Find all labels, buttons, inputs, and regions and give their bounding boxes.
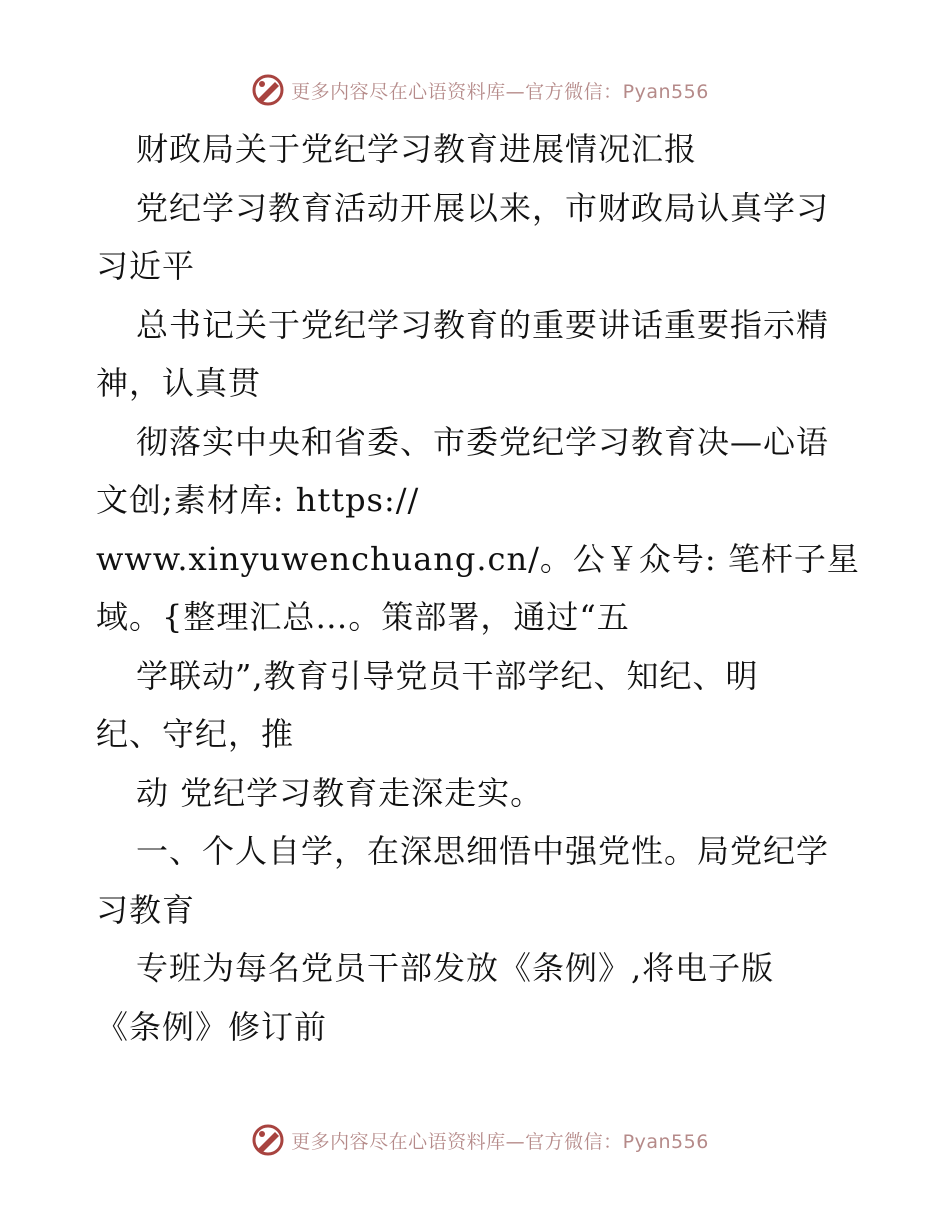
doc-line: 《条例》修订前 [96, 1007, 328, 1046]
doc-line: 神，认真贯 [96, 364, 262, 402]
doc-line: 一、个人自学，在深思细悟中强党性。局党纪学 [136, 832, 830, 870]
doc-line: 动 党纪学习教育走深走实。 [136, 773, 544, 812]
footer-banner-text: 更多内容尽在心语资料库—官方微信：Pyan556 [291, 1130, 709, 1153]
footer-banner-inner [251, 1123, 709, 1157]
doc-line: www.xinyuwenchuang.cn/。公￥众号: 笔杆子星 [96, 539, 860, 578]
doc-line: 纪、守纪，推 [96, 715, 295, 753]
doc-line: 习近平 [96, 247, 196, 285]
document-body [96, 120, 866, 1056]
doc-line: 学联动”,教育引导党员干部学纪、知纪、明 [136, 656, 759, 695]
footer-banner [0, 1120, 950, 1160]
pen-circle-logo-icon [251, 1123, 285, 1157]
header-banner-text: 更多内容尽在心语资料库—官方微信：Pyan556 [291, 80, 709, 103]
doc-line: 彻落实中央和省委、市委党纪学习教育决—心语 [136, 422, 830, 461]
doc-line: 域。{整理汇总…。策部署，通过“五 [96, 598, 630, 636]
doc-line: 专班为每名党员干部发放《条例》,将电子版 [136, 949, 775, 987]
pen-circle-logo-icon [251, 73, 285, 107]
doc-line: 习教育 [96, 890, 196, 929]
doc-line: 党纪学习教育活动开展以来，市财政局认真学习 [136, 188, 830, 227]
doc-line: 文创;素材库: https:// [96, 481, 420, 519]
doc-line: 财政局关于党纪学习教育进展情况汇报 [136, 130, 698, 168]
doc-line: 总书记关于党纪学习教育的重要讲话重要指示精 [136, 305, 830, 344]
header-banner [0, 70, 950, 110]
header-banner-inner [251, 73, 709, 107]
